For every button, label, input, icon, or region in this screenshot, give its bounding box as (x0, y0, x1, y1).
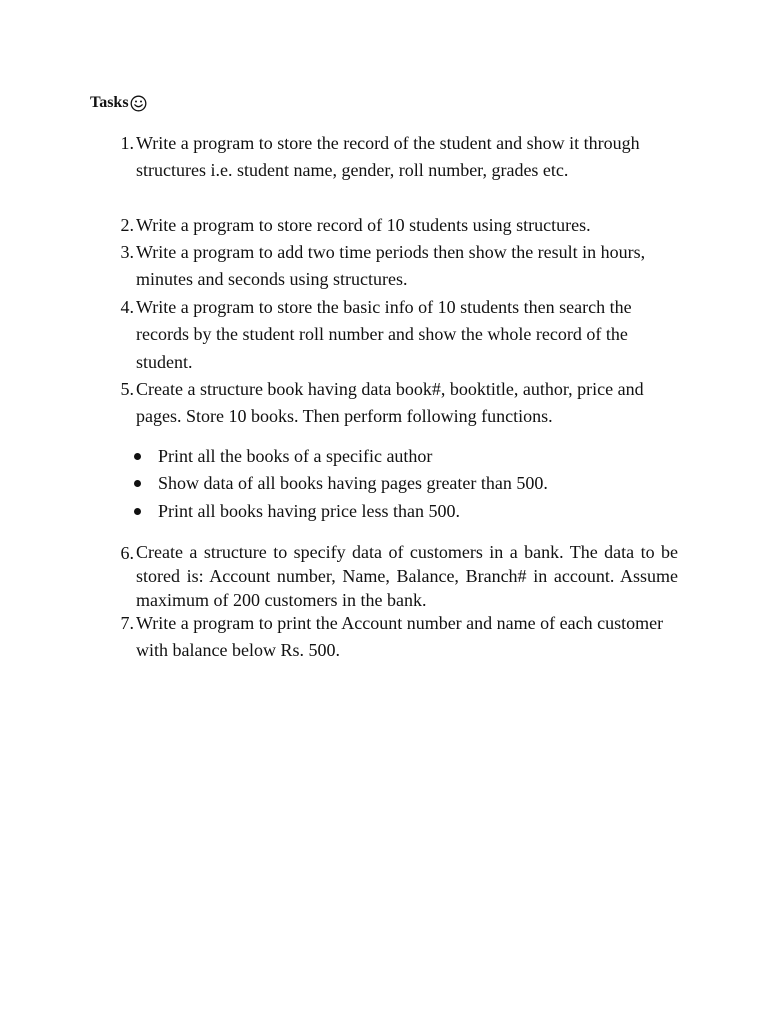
task-text: Create a structure book having data book#, booktitle, author, price and pages. Store 10 books. Then perform following functions. (136, 379, 644, 427)
task-number: 4. (120, 297, 134, 317)
task-item-4 (110, 294, 678, 376)
task-item-2 (110, 212, 678, 239)
bullet-icon (134, 453, 141, 460)
task-item-3 (110, 239, 678, 294)
task-text: Create a structure to specify data of customers in a bank. The data to be stored is: Account number, Name, Balance, Branch# in account. Assume maximum of 200 customers in the bank. (136, 542, 678, 610)
bullet-text: Show data of all books having pages greater than 500. (158, 473, 548, 494)
task-item-7 (110, 610, 678, 665)
sub-bullet-list (131, 443, 548, 525)
heading-text: Tasks (90, 94, 129, 111)
task-text: Write a program to store the basic info of 10 students then search the records by the student roll number and show the whole record of the student. (136, 297, 632, 372)
task-item-1 (110, 130, 678, 185)
task-number: 3. (120, 242, 134, 262)
bullet-icon (134, 508, 141, 515)
task-item-5 (110, 376, 678, 431)
bullet-text: Print all books having price less than 500. (158, 500, 460, 521)
bullet-text: Print all the books of a specific author (158, 446, 433, 466)
task-number: 1. (120, 133, 134, 153)
task-number: 6. (120, 543, 134, 563)
task-number: 2. (120, 215, 134, 235)
task-number: 5. (120, 379, 134, 399)
bullet-item (131, 470, 548, 497)
tasks-heading (90, 93, 147, 113)
task-text: Write a program to print the Account number and name of each customer with balance below Rs. 500. (136, 613, 664, 661)
task-item-6 (110, 540, 678, 612)
task-number: 7. (120, 613, 134, 633)
task-text: Write a program to add two time periods then show the result in hours, minutes and seconds using structures. (136, 242, 646, 290)
bullet-item (131, 498, 548, 525)
bullet-item (131, 443, 548, 470)
task-text: Write a program to store record of 10 students using structures. (136, 215, 591, 235)
task-text: Write a program to store the record of the student and show it through structures i.e. student name, gender, roll number, grades etc. (136, 133, 640, 181)
smiley-face-icon (130, 95, 147, 112)
bullet-icon (134, 480, 141, 487)
